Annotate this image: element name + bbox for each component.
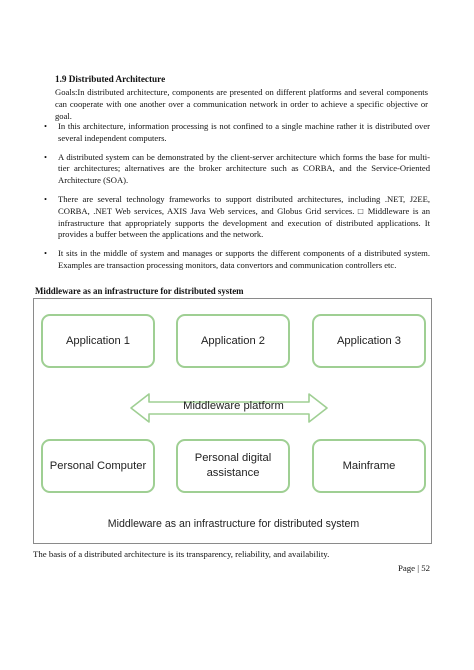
middleware-diagram bbox=[33, 298, 432, 544]
list-item-text: A distributed system can be demonstrated by the client-server architecture which forms the base for multi-tier architectures; alternatives are the broker architecture such as CORBA, and the Service-Oriented Architecture (SOA). bbox=[58, 151, 430, 186]
application-1-box: Application 1 bbox=[41, 314, 155, 368]
diagram-caption: Middleware as an infrastructure for distributed system bbox=[107, 518, 360, 530]
list-item bbox=[44, 194, 430, 241]
middleware-platform-label: Middleware platform bbox=[183, 400, 284, 412]
page-number: Page | 52 bbox=[397, 563, 430, 573]
bullet-marker: • bbox=[44, 193, 48, 204]
intro-paragraph: Goals:In distributed architecture, components are presented on different platforms and several components can cooperate with one another over a communication network in order to achieve a specific objective or goal. bbox=[55, 87, 428, 121]
closing-sentence: The basis of a distributed architecture is its transparency, reliability, and availability. bbox=[33, 549, 330, 559]
bullet-marker: • bbox=[44, 121, 48, 131]
list-item bbox=[44, 152, 430, 187]
application-2-box: Application 2 bbox=[176, 314, 290, 368]
list-item bbox=[44, 248, 430, 272]
bullet-list bbox=[44, 121, 430, 279]
list-item-text: There are several technology frameworks to support distributed architectures, including .NET, J2EE, CORBA, .NET Web services, AXIS Java Web services, and Globus Grid services. □ Middleware is an infrastructure that appropriately supports the development and execution of distributed applications. It provides a buffer between the applications and the network. bbox=[58, 193, 430, 240]
personal-digital-assistance-box: Personal digital assistance bbox=[176, 439, 290, 493]
figure-caption: Middleware as an infrastructure for distributed system bbox=[35, 286, 244, 296]
personal-computer-box: Personal Computer bbox=[41, 439, 155, 493]
list-item-text: It sits in the middle of system and manages or supports the different components of a distributed system. Examples are transaction processing monitors, data convertors and communication controllers etc. bbox=[58, 248, 430, 270]
section-title: 1.9 Distributed Architecture bbox=[55, 74, 166, 84]
list-item-text: In this architecture, information processing is not confined to a single machine rather it is distributed over several independent computers. bbox=[58, 121, 430, 143]
bullet-marker: • bbox=[44, 248, 48, 259]
bullet-marker: • bbox=[44, 151, 48, 162]
list-item bbox=[44, 121, 430, 145]
application-3-box: Application 3 bbox=[312, 314, 426, 368]
mainframe-box: Mainframe bbox=[312, 439, 426, 493]
